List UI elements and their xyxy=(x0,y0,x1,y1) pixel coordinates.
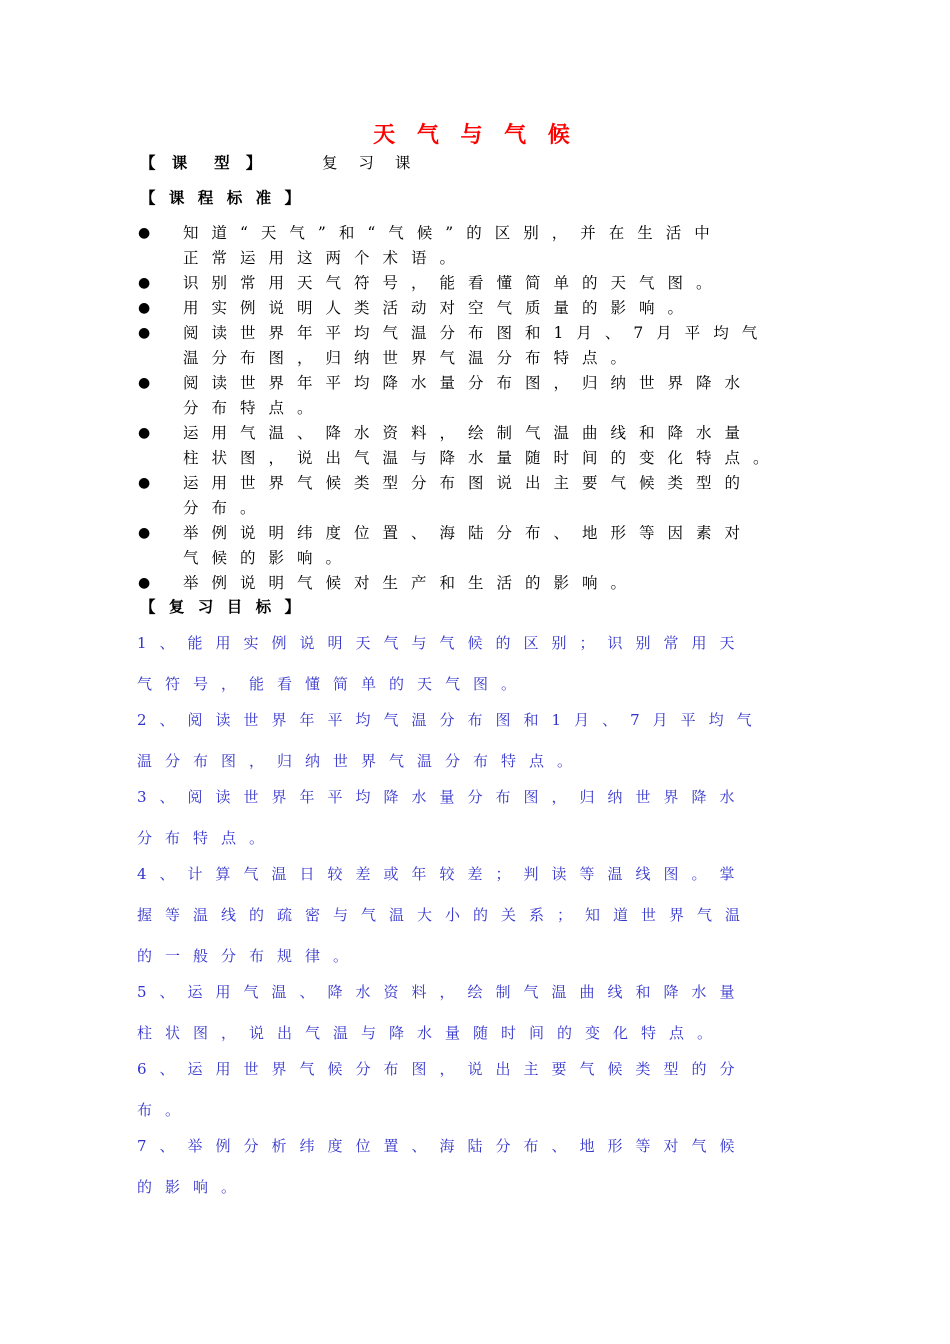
objective-item-line: 握等温线的疏密与气温大小的关系；知道世界气温 xyxy=(137,906,754,924)
objective-item-line: 5、运用气温、降水资料，绘制气温曲线和降水量 xyxy=(137,983,748,1001)
bullet-icon: ● xyxy=(138,325,151,341)
standard-item-line: 温分布图，归纳世界气温分布特点。 xyxy=(183,349,640,367)
bullet-icon: ● xyxy=(138,375,151,391)
standard-item-line: 用实例说明人类活动对空气质量的影响。 xyxy=(183,299,697,317)
objective-item-line: 4、计算气温日较差或年较差；判读等温线图。掌 xyxy=(137,865,748,883)
bullet-icon: ● xyxy=(138,275,151,291)
objectives-header: 【 复 习 目 标 】 xyxy=(140,598,304,616)
bullet-icon: ● xyxy=(138,300,151,316)
objective-item-line: 柱状图，说出气温与降水量随时间的变化特点。 xyxy=(137,1024,726,1042)
lesson-type-label: 【 课 型 】 xyxy=(140,154,262,172)
standards-header: 【 课 程 标 准 】 xyxy=(140,189,304,207)
lesson-type-value: 复 习 课 xyxy=(322,154,419,172)
standard-item-line: 阅读世界年平均降水量分布图，归纳世界降水 xyxy=(183,374,754,392)
objective-item-line: 分布特点。 xyxy=(137,829,278,847)
objective-item-line: 6、运用世界气候分布图，说出主要气候类型的分 xyxy=(137,1060,748,1078)
standard-item-line: 运用气温、降水资料，绘制气温曲线和降水量 xyxy=(183,424,754,442)
bullet-icon: ● xyxy=(138,225,151,241)
bullet-icon: ● xyxy=(138,425,151,441)
objective-item-line: 布。 xyxy=(137,1101,194,1119)
standard-item-line: 举例说明纬度位置、海陆分布、地形等因素对 xyxy=(183,524,754,542)
standard-item-line: 气候的影响。 xyxy=(183,549,355,567)
page-title: 天 气 与 气 候 xyxy=(373,123,577,148)
objective-item-line: 温分布图，归纳世界气温分布特点。 xyxy=(137,752,586,770)
standard-item-line: 柱状图，说出气温与降水量随时间的变化特点。 xyxy=(183,449,782,467)
standard-item-line: 分布。 xyxy=(183,499,269,517)
standard-item-line: 分布特点。 xyxy=(183,399,326,417)
objective-item-line: 的影响。 xyxy=(137,1178,250,1196)
standard-item-line: 识别常用天气符号，能看懂简单的天气图。 xyxy=(183,274,725,292)
standard-item-line: 知道“天气”和“气候”的区别，并在生活中 xyxy=(183,224,723,242)
objective-item-line: 3、阅读世界年平均降水量分布图，归纳世界降水 xyxy=(137,788,748,806)
bullet-icon: ● xyxy=(138,475,151,491)
standard-item-line: 正常运用这两个术语。 xyxy=(183,249,469,267)
objective-item-line: 7、举例分析纬度位置、海陆分布、地形等对气候 xyxy=(137,1137,748,1155)
objective-item-line: 的一般分布规律。 xyxy=(137,947,362,965)
objective-item-line: 1、能用实例说明天气与气候的区别；识别常用天 xyxy=(137,634,748,652)
standard-item-line: 阅读世界年平均气温分布图和1月、7月平均气 xyxy=(183,324,771,342)
objective-item-line: 2、阅读世界年平均气温分布图和1月、7月平均气 xyxy=(137,711,765,729)
bullet-icon: ● xyxy=(138,525,151,541)
bullet-icon: ● xyxy=(138,575,151,591)
standard-item-line: 举例说明气候对生产和生活的影响。 xyxy=(183,574,640,592)
standard-item-line: 运用世界气候类型分布图说出主要气候类型的 xyxy=(183,474,754,492)
objective-item-line: 气符号，能看懂简单的天气图。 xyxy=(137,675,530,693)
